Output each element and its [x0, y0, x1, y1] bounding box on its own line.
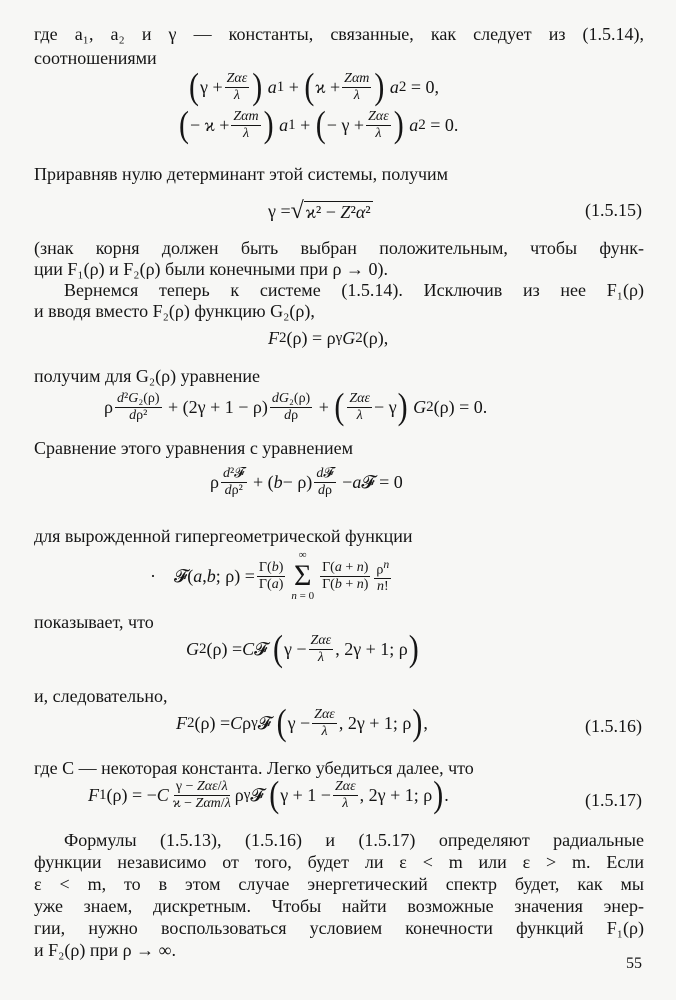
page-number: 55: [626, 955, 642, 972]
text-line-6: получим для G₂(ρ) уравнение: [34, 366, 260, 386]
text-line-5a: Вернемся теперь к системе (1.5.14). Исключив из нее F₁(ρ): [64, 280, 644, 300]
paragraph-line-2: функции независимо от того, будет ли ε < m или ε > m. Если: [34, 852, 644, 872]
text-line-4b: ции F₁(ρ) и F₂(ρ) были конечными при ρ → 0).: [34, 259, 388, 279]
equation-1-5-16: F 2 (ρ) = C ρ γ 𝓕 ( γ − $\frac{\text{Zαε}}{\lambda}$ , 2γ + 1; ρ ) ,: [176, 701, 428, 743]
eq-number-15: (1.5.15): [585, 200, 642, 220]
equation-system-row-2: ( − ϰ + $\frac{\text{Zαm}}{\lambda}$ ) a 1 + ( − γ + $\frac{\text{Zαε}}{\lambda}$ ) a 2 = 0.: [179, 103, 459, 145]
text-line-10: и, следовательно,: [34, 686, 168, 706]
equation-confluent-hypergeometric: ρ $\frac{\text{d²𝓕}}{\text{dρ²}}$ + ( b − ρ) $\frac{\text{d𝓕}}{d\rho}$ − a 𝓕 = 0: [210, 466, 403, 498]
paragraph-line-3: ε < m, то в этом случае энергетический спектр будет, как мы: [34, 874, 644, 894]
eq-number-17: (1.5.17): [585, 790, 642, 810]
text-line-9: показывает, что: [34, 612, 154, 632]
paragraph-line-5: гии, нужно воспользоваться условием конечности функций F₁(ρ): [34, 918, 644, 938]
equation-hypergeometric-series: · 𝓕( a , b ; ρ) = $\frac{\Gamma(b)}{\Gamma(a)}$ ∞ Σ n = 0 $\frac{\Gamma(a + n)}{\Gamma(b + n)}$ $\frac{\rho^n}{n!}$: [150, 549, 390, 602]
equation-g2-differential: ρ $\frac{\text{d²G₂(ρ)}}{\text{dρ²}}$ + (2γ + 1 − ρ) $\frac{\text{dG₂(ρ)}}{d\rho}$ + ( $\frac{\text{Zαε}}{\lambda}$ − γ ) G 2 (ρ) = 0.: [104, 385, 488, 427]
paragraph-line-1: Формулы (1.5.13), (1.5.16) и (1.5.17) определяют радиальные: [64, 830, 644, 850]
text-line-1: где a₁, a₂ и γ — константы, связанные, как следует из (1.5.14),: [34, 24, 644, 44]
text-line-5b: и вводя вместо F₂(ρ) функцию G₂(ρ),: [34, 301, 315, 321]
text-line-4a: (знак корня должен быть выбран положительным, чтобы функ-: [34, 238, 644, 258]
equation-g2-solution: G 2 (ρ) = C 𝓕 ( γ − $\frac{\text{Zαε}}{\lambda}$ , 2γ + 1; ρ ): [186, 627, 419, 669]
text-line-11: где C — некоторая константа. Легко убедиться далее, что: [34, 758, 474, 778]
equation-f2-substitution: F 2 (ρ) = ρ γ G 2 (ρ),: [268, 328, 389, 348]
equation-system-row-1: ( γ + $\frac{\text{Zαε}}{\lambda}$ ) a 1 + ( ϰ + $\frac{\text{Zαm}}{\lambda}$ ) a 2 = 0,: [189, 65, 440, 107]
paragraph-line-6: и F₂(ρ) при ρ → ∞.: [34, 940, 176, 960]
equation-1-5-17: F 1 (ρ) = − C $\frac{\text{γ − Zαε/λ}}{\text{ϰ − Zαm/λ}}$ ρ γ 𝓕 ( γ + 1 − $\frac{\text{Zαε}}{\lambda}$ , 2γ + 1; ρ ) .: [88, 773, 449, 815]
equation-1-5-15: γ = √ ϰ² − Z²α²: [268, 198, 371, 224]
eq-number-16: (1.5.16): [585, 716, 642, 736]
text-line-8: для вырожденной гипергеометрической функции: [34, 526, 413, 546]
text-line-3: Приравняв нулю детерминант этой системы, получим: [34, 164, 449, 184]
text-line-2: соотношениями: [34, 48, 157, 68]
text-line-7: Сравнение этого уравнения с уравнением: [34, 438, 354, 458]
paragraph-line-4: уже знаем, дискретным. Чтобы найти возможные значения энер-: [34, 896, 644, 916]
